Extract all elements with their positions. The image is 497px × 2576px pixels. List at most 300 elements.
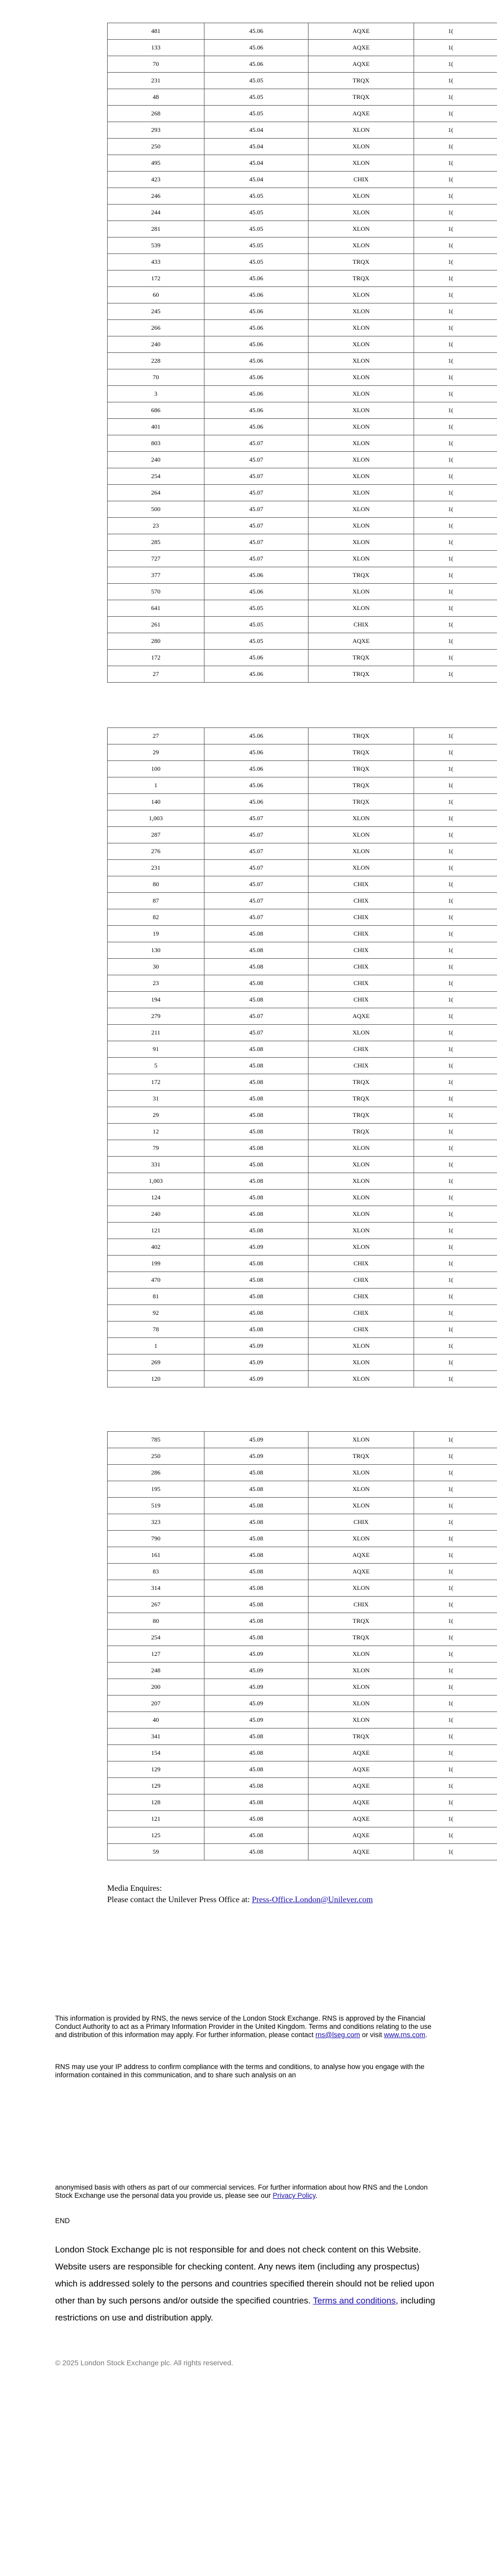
cell-time: 1( — [414, 1728, 497, 1745]
cell-volume: 470 — [108, 1272, 204, 1289]
table-row — [108, 1272, 497, 1289]
cell-volume: 254 — [108, 1630, 204, 1646]
cell-venue: TRQX — [309, 1728, 414, 1745]
cell-price: 45.06 — [204, 270, 309, 287]
table-row — [108, 238, 497, 254]
cell-price: 45.06 — [204, 650, 309, 666]
cell-time: 1( — [414, 452, 497, 468]
table-row — [108, 188, 497, 205]
rns-website-link[interactable]: www.rns.com — [384, 2031, 425, 2039]
cell-price: 45.07 — [204, 810, 309, 827]
table-row — [108, 1008, 497, 1025]
cell-price: 45.07 — [204, 468, 309, 485]
table-row — [108, 1107, 497, 1124]
cell-price: 45.08 — [204, 1223, 309, 1239]
cell-price: 45.08 — [204, 1597, 309, 1613]
table-row — [108, 810, 497, 827]
cell-volume: 129 — [108, 1761, 204, 1778]
cell-venue: TRQX — [309, 1124, 414, 1140]
cell-price: 45.06 — [204, 40, 309, 56]
cell-volume: 641 — [108, 600, 204, 617]
table-row — [108, 728, 497, 744]
cell-time: 1( — [414, 435, 497, 452]
cell-volume: 331 — [108, 1157, 204, 1173]
cell-volume: 261 — [108, 617, 204, 633]
media-contact — [107, 1894, 373, 1906]
cell-venue: CHIX — [309, 1289, 414, 1305]
table-row — [108, 205, 497, 221]
table-row — [108, 1465, 497, 1481]
terms-conditions-link[interactable]: Terms and conditions — [313, 2296, 396, 2306]
cell-time: 1( — [414, 1321, 497, 1338]
cell-volume: 129 — [108, 1778, 204, 1794]
cell-venue: XLON — [309, 1481, 414, 1498]
table-row — [108, 650, 497, 666]
cell-volume: 161 — [108, 1547, 204, 1564]
cell-venue: AQXE — [309, 633, 414, 650]
cell-volume: 80 — [108, 876, 204, 893]
cell-time: 1( — [414, 584, 497, 600]
cell-volume: 269 — [108, 1354, 204, 1371]
cell-volume: 79 — [108, 1140, 204, 1157]
cell-volume: 130 — [108, 942, 204, 959]
cell-price: 45.04 — [204, 122, 309, 139]
cell-volume: 231 — [108, 73, 204, 89]
cell-time: 1( — [414, 1580, 497, 1597]
cell-time: 1( — [414, 1794, 497, 1811]
cell-price: 45.08 — [204, 1514, 309, 1531]
cell-price: 45.05 — [204, 238, 309, 254]
cell-time: 1( — [414, 1025, 497, 1041]
table-row — [108, 761, 497, 777]
cell-volume: 803 — [108, 435, 204, 452]
cell-volume: 1 — [108, 1338, 204, 1354]
cell-venue: XLON — [309, 386, 414, 402]
cell-venue: XLON — [309, 1531, 414, 1547]
cell-price: 45.06 — [204, 369, 309, 386]
cell-time: 1( — [414, 534, 497, 551]
cell-venue: XLON — [309, 551, 414, 567]
media-heading: Media Enquires: — [107, 1884, 162, 1893]
table-row — [108, 827, 497, 843]
table-row — [108, 1827, 497, 1844]
lse-disclaimer — [55, 2241, 440, 2326]
cell-time: 1( — [414, 287, 497, 303]
cell-volume: 211 — [108, 1025, 204, 1041]
table-row — [108, 926, 497, 942]
cell-venue: CHIX — [309, 617, 414, 633]
cell-volume: 401 — [108, 419, 204, 435]
table-row — [108, 106, 497, 122]
cell-venue: XLON — [309, 1223, 414, 1239]
table-row — [108, 501, 497, 518]
cell-time: 1( — [414, 909, 497, 926]
cell-time: 1( — [414, 761, 497, 777]
cell-time: 1( — [414, 188, 497, 205]
cell-volume: 121 — [108, 1811, 204, 1827]
table-row — [108, 435, 497, 452]
table-row — [108, 139, 497, 155]
cell-time: 1( — [414, 1432, 497, 1448]
cell-price: 45.09 — [204, 1338, 309, 1354]
table-row — [108, 1223, 497, 1239]
cell-volume: 276 — [108, 843, 204, 860]
cell-volume: 91 — [108, 1041, 204, 1058]
cell-price: 45.08 — [204, 1321, 309, 1338]
cell-price: 45.09 — [204, 1371, 309, 1387]
cell-price: 45.06 — [204, 386, 309, 402]
cell-price: 45.07 — [204, 1008, 309, 1025]
cell-time: 1( — [414, 122, 497, 139]
cell-price: 45.07 — [204, 860, 309, 876]
cell-price: 45.06 — [204, 794, 309, 810]
privacy-policy-link[interactable]: Privacy Policy — [272, 2192, 316, 2199]
cell-price: 45.08 — [204, 1498, 309, 1514]
table-row — [108, 1190, 497, 1206]
rns-ip-paragraph — [55, 2063, 439, 2079]
table-row — [108, 419, 497, 435]
table-row — [108, 1432, 497, 1448]
cell-volume: 81 — [108, 1289, 204, 1305]
table-row — [108, 518, 497, 534]
cell-volume: 727 — [108, 551, 204, 567]
cell-time: 1( — [414, 1597, 497, 1613]
cell-venue: AQXE — [309, 1547, 414, 1564]
media-contact-text: Please contact the Unilever Press Office at: — [107, 1895, 252, 1904]
cell-price: 45.08 — [204, 1041, 309, 1058]
cell-price: 45.08 — [204, 1124, 309, 1140]
cell-venue: XLON — [309, 402, 414, 419]
cell-volume: 790 — [108, 1531, 204, 1547]
cell-price: 45.08 — [204, 1844, 309, 1860]
cell-venue: TRQX — [309, 1074, 414, 1091]
table-row — [108, 1157, 497, 1173]
table-row — [108, 1338, 497, 1354]
cell-price: 45.08 — [204, 926, 309, 942]
cell-venue: TRQX — [309, 1613, 414, 1630]
rns-email-link[interactable]: rns@lseg.com — [315, 2031, 360, 2039]
cell-price: 45.07 — [204, 909, 309, 926]
cell-price: 45.09 — [204, 1646, 309, 1663]
table-row — [108, 56, 497, 73]
cell-time: 1( — [414, 1041, 497, 1058]
cell-time: 1( — [414, 40, 497, 56]
cell-price: 45.05 — [204, 221, 309, 238]
cell-time: 1( — [414, 270, 497, 287]
cell-volume: 70 — [108, 369, 204, 386]
cell-price: 45.09 — [204, 1354, 309, 1371]
table-row — [108, 40, 497, 56]
trades-table-1 — [107, 23, 497, 683]
cell-price: 45.06 — [204, 287, 309, 303]
cell-price: 45.09 — [204, 1712, 309, 1728]
cell-price: 45.05 — [204, 73, 309, 89]
cell-venue: XLON — [309, 600, 414, 617]
cell-volume: 3 — [108, 386, 204, 402]
cell-volume: 23 — [108, 518, 204, 534]
cell-venue: XLON — [309, 1646, 414, 1663]
cell-venue: AQXE — [309, 1008, 414, 1025]
table-row — [108, 1140, 497, 1157]
cell-price: 45.06 — [204, 419, 309, 435]
cell-venue: CHIX — [309, 876, 414, 893]
table-row — [108, 876, 497, 893]
cell-volume: 254 — [108, 468, 204, 485]
cell-time: 1( — [414, 744, 497, 761]
cell-price: 45.07 — [204, 843, 309, 860]
cell-venue: AQXE — [309, 23, 414, 40]
table-row — [108, 386, 497, 402]
cell-venue: TRQX — [309, 794, 414, 810]
cell-venue: XLON — [309, 485, 414, 501]
cell-volume: 240 — [108, 452, 204, 468]
cell-time: 1( — [414, 501, 497, 518]
cell-time: 1( — [414, 254, 497, 270]
cell-venue: XLON — [309, 843, 414, 860]
cell-price: 45.08 — [204, 1794, 309, 1811]
cell-venue: XLON — [309, 827, 414, 843]
rns-privacy-paragraph — [55, 2183, 439, 2200]
cell-price: 45.07 — [204, 501, 309, 518]
cell-time: 1( — [414, 73, 497, 89]
cell-volume: 686 — [108, 402, 204, 419]
cell-time: 1( — [414, 1272, 497, 1289]
cell-volume: 539 — [108, 238, 204, 254]
table-row — [108, 155, 497, 172]
cell-time: 1( — [414, 926, 497, 942]
table-row — [108, 909, 497, 926]
cell-volume: 285 — [108, 534, 204, 551]
cell-price: 45.06 — [204, 336, 309, 353]
cell-venue: CHIX — [309, 975, 414, 992]
cell-time: 1( — [414, 106, 497, 122]
table-row — [108, 794, 497, 810]
cell-venue: XLON — [309, 1338, 414, 1354]
cell-price: 45.07 — [204, 518, 309, 534]
cell-volume: 423 — [108, 172, 204, 188]
cell-price: 45.09 — [204, 1239, 309, 1256]
cell-price: 45.08 — [204, 1272, 309, 1289]
cell-time: 1( — [414, 600, 497, 617]
cell-price: 45.08 — [204, 1580, 309, 1597]
cell-time: 1( — [414, 1206, 497, 1223]
cell-time: 1( — [414, 1223, 497, 1239]
cell-volume: 207 — [108, 1696, 204, 1712]
cell-venue: CHIX — [309, 1321, 414, 1338]
cell-venue: AQXE — [309, 1794, 414, 1811]
table-row — [108, 1305, 497, 1321]
cell-volume: 121 — [108, 1223, 204, 1239]
cell-time: 1( — [414, 1778, 497, 1794]
cell-volume: 266 — [108, 320, 204, 336]
cell-venue: AQXE — [309, 106, 414, 122]
table-row — [108, 369, 497, 386]
cell-price: 45.09 — [204, 1696, 309, 1712]
cell-time: 1( — [414, 959, 497, 975]
cell-time: 1( — [414, 1124, 497, 1140]
cell-time: 1( — [414, 23, 497, 40]
cell-venue: CHIX — [309, 1514, 414, 1531]
cell-time: 1( — [414, 992, 497, 1008]
cell-time: 1( — [414, 336, 497, 353]
cell-volume: 570 — [108, 584, 204, 600]
cell-volume: 29 — [108, 1107, 204, 1124]
cell-time: 1( — [414, 1663, 497, 1679]
cell-price: 45.06 — [204, 666, 309, 683]
cell-venue: XLON — [309, 188, 414, 205]
table-row — [108, 1696, 497, 1712]
table-row — [108, 666, 497, 683]
cell-price: 45.09 — [204, 1448, 309, 1465]
cell-price: 45.08 — [204, 1613, 309, 1630]
cell-time: 1( — [414, 369, 497, 386]
cell-venue: TRQX — [309, 777, 414, 794]
cell-time: 1( — [414, 303, 497, 320]
cell-price: 45.08 — [204, 1827, 309, 1844]
cell-price: 45.08 — [204, 1745, 309, 1761]
cell-time: 1( — [414, 1498, 497, 1514]
table-row — [108, 468, 497, 485]
cell-time: 1( — [414, 1547, 497, 1564]
table-row — [108, 287, 497, 303]
cell-volume: 120 — [108, 1371, 204, 1387]
cell-venue: XLON — [309, 139, 414, 155]
table-row — [108, 617, 497, 633]
cell-time: 1( — [414, 1058, 497, 1074]
cell-venue: TRQX — [309, 89, 414, 106]
cell-venue: XLON — [309, 1712, 414, 1728]
table-row — [108, 1321, 497, 1338]
cell-volume: 495 — [108, 155, 204, 172]
cell-venue: CHIX — [309, 1041, 414, 1058]
cell-price: 45.07 — [204, 485, 309, 501]
copyright: © 2025 London Stock Exchange plc. All rights reserved. — [55, 2359, 233, 2367]
cell-time: 1( — [414, 1811, 497, 1827]
cell-price: 45.05 — [204, 600, 309, 617]
cell-price: 45.07 — [204, 876, 309, 893]
table-row — [108, 1597, 497, 1613]
cell-volume: 87 — [108, 893, 204, 909]
cell-venue: CHIX — [309, 172, 414, 188]
cell-time: 1( — [414, 89, 497, 106]
table-row — [108, 1663, 497, 1679]
cell-price: 45.08 — [204, 1465, 309, 1481]
cell-venue: XLON — [309, 1025, 414, 1041]
cell-venue: CHIX — [309, 992, 414, 1008]
cell-time: 1( — [414, 551, 497, 567]
table-row — [108, 1547, 497, 1564]
cell-price: 45.05 — [204, 188, 309, 205]
table-row — [108, 777, 497, 794]
cell-price: 45.07 — [204, 452, 309, 468]
table-row — [108, 1239, 497, 1256]
cell-time: 1( — [414, 794, 497, 810]
cell-time: 1( — [414, 650, 497, 666]
press-office-email-link[interactable]: Press-Office.London@Unilever.com — [251, 1895, 373, 1904]
cell-volume: 127 — [108, 1646, 204, 1663]
cell-price: 45.08 — [204, 1157, 309, 1173]
rns-info-paragraph — [55, 2014, 439, 2039]
cell-volume: 133 — [108, 40, 204, 56]
cell-venue: CHIX — [309, 942, 414, 959]
table-row — [108, 975, 497, 992]
cell-venue: XLON — [309, 435, 414, 452]
rns-info-text: This information is provided by RNS, the news service of the London Stock Exchange. RNS is approved by the Financial Conduct Authority to act as a Primary Information Provider in the United Kingdom. Terms and conditions relating to the use and distribution of this information may apply. For further information, please contact — [55, 2014, 432, 2039]
cell-volume: 70 — [108, 56, 204, 73]
cell-time: 1( — [414, 728, 497, 744]
cell-price: 45.07 — [204, 893, 309, 909]
cell-time: 1( — [414, 1481, 497, 1498]
cell-price: 45.06 — [204, 320, 309, 336]
cell-venue: XLON — [309, 353, 414, 369]
cell-venue: XLON — [309, 1498, 414, 1514]
cell-venue: TRQX — [309, 1091, 414, 1107]
cell-venue: XLON — [309, 122, 414, 139]
rns-info-mid: or visit — [359, 2031, 384, 2039]
cell-price: 45.06 — [204, 353, 309, 369]
table-row — [108, 1630, 497, 1646]
table-row — [108, 172, 497, 188]
table-row — [108, 1354, 497, 1371]
cell-time: 1( — [414, 1745, 497, 1761]
cell-venue: XLON — [309, 1190, 414, 1206]
cell-venue: XLON — [309, 1580, 414, 1597]
cell-price: 45.08 — [204, 992, 309, 1008]
cell-volume: 19 — [108, 926, 204, 942]
cell-time: 1( — [414, 1256, 497, 1272]
cell-price: 45.08 — [204, 975, 309, 992]
cell-venue: CHIX — [309, 909, 414, 926]
cell-volume: 1,003 — [108, 1173, 204, 1190]
cell-time: 1( — [414, 1696, 497, 1712]
cell-time: 1( — [414, 975, 497, 992]
table-row — [108, 1091, 497, 1107]
table-row — [108, 1256, 497, 1272]
cell-volume: 248 — [108, 1663, 204, 1679]
cell-price: 45.08 — [204, 959, 309, 975]
cell-price: 45.07 — [204, 827, 309, 843]
table-row — [108, 1041, 497, 1058]
cell-venue: XLON — [309, 155, 414, 172]
cell-price: 45.04 — [204, 139, 309, 155]
table-row — [108, 1745, 497, 1761]
cell-venue: XLON — [309, 369, 414, 386]
cell-volume: 264 — [108, 485, 204, 501]
cell-time: 1( — [414, 942, 497, 959]
table-row — [108, 1844, 497, 1860]
cell-time: 1( — [414, 1091, 497, 1107]
table-row — [108, 1481, 497, 1498]
table-row — [108, 1613, 497, 1630]
table-row — [108, 1025, 497, 1041]
cell-price: 45.08 — [204, 1761, 309, 1778]
cell-price: 45.06 — [204, 744, 309, 761]
cell-price: 45.06 — [204, 761, 309, 777]
cell-venue: XLON — [309, 1371, 414, 1387]
cell-venue: XLON — [309, 501, 414, 518]
table-row — [108, 992, 497, 1008]
cell-time: 1( — [414, 1289, 497, 1305]
cell-price: 45.08 — [204, 1811, 309, 1827]
cell-time: 1( — [414, 1173, 497, 1190]
cell-time: 1( — [414, 1074, 497, 1091]
cell-volume: 100 — [108, 761, 204, 777]
table-row — [108, 270, 497, 287]
cell-time: 1( — [414, 1190, 497, 1206]
cell-venue: CHIX — [309, 1597, 414, 1613]
disclaimer-end: , including restrictions on use and distribution apply. — [55, 2296, 435, 2323]
cell-volume: 281 — [108, 221, 204, 238]
